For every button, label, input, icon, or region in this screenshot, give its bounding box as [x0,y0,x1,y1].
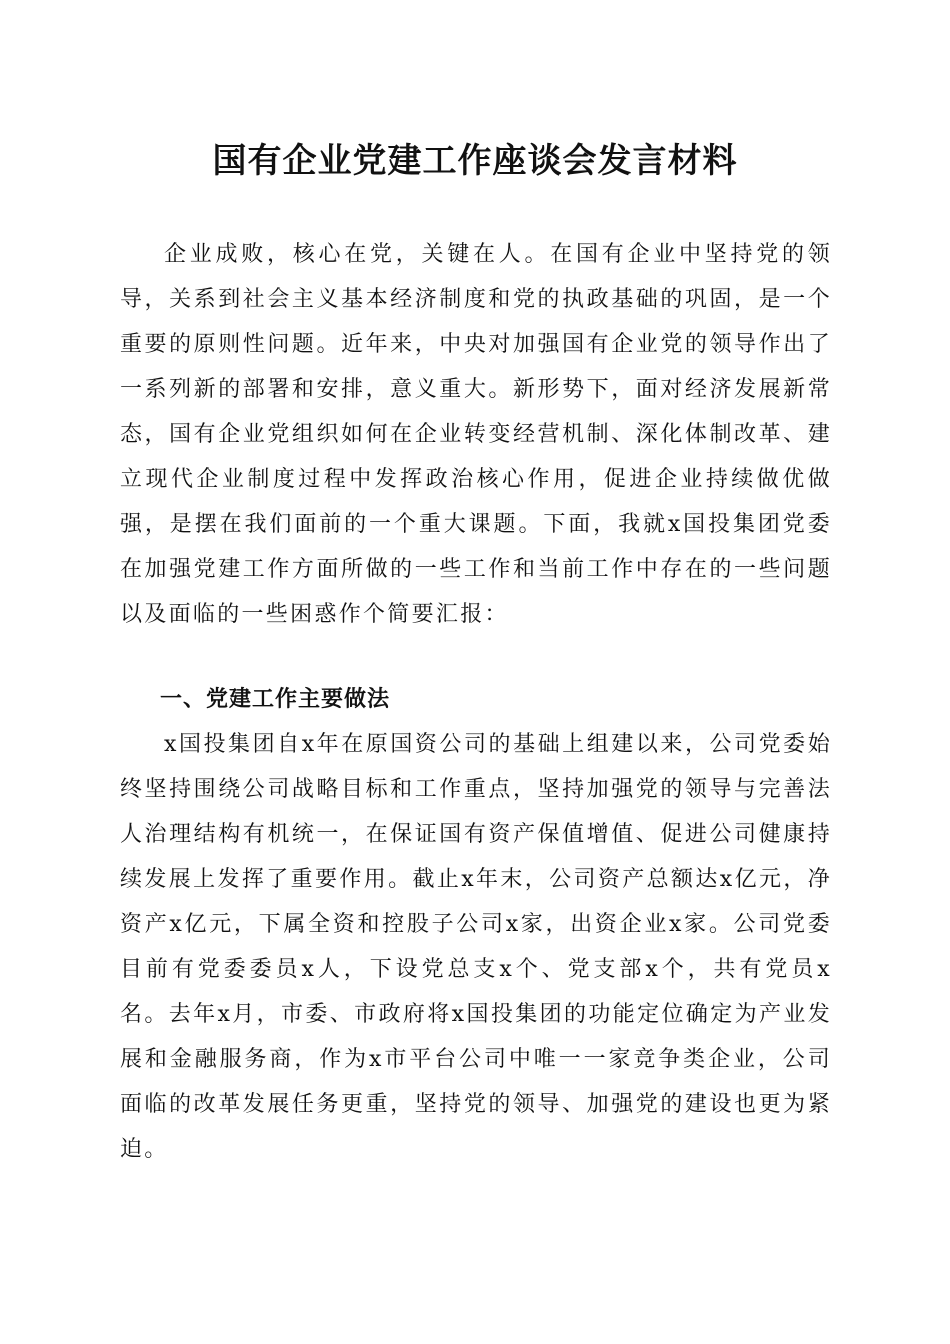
document-title: 国有企业党建工作座谈会发言材料 [212,141,738,181]
section-heading: 一、党建工作主要做法 [160,687,391,712]
section-paragraph: x国投集团自x年在原国资公司的基础上组建以来，公司党委始终坚持围绕公司战略目标和工作重点，坚持加强党的领导与完善法人治理结构有机统一，在保证国有资产保值增值、促进公司健康持续发展上发挥了重要作用。截止x年末，公司资产总额达x亿元，净资产x亿元，下属全资和控股子公司x家，出资企业x家。公司党委目前有党委委员x人，下设党总支x个、党支部x个，共有党员x名。去年x月，市委、市政府将x国投集团的功能定位确定为产业发展和金融服务商，作为x市平台公司中唯一一家竞争类企业，公司面临的改革发展任务更重，坚持党的领导、加强党的建设也更为紧迫。 [120,732,832,1162]
intro-paragraph: 企业成败，核心在党，关键在人。在国有企业中坚持党的领导，关系到社会主义基本经济制度和党的执政基础的巩固，是一个重要的原则性问题。近年来，中央对加强国有企业党的领导作出了一系列新的部署和安排，意义重大。新形势下，面对经济发展新常态，国有企业党组织如何在企业转变经营机制、深化体制改革、建立现代企业制度过程中发挥政治核心作用，促进企业持续做优做强，是摆在我们面前的一个重大课题。下面，我就x国投集团党委在加强党建工作方面所做的一些工作和当前工作中存在的一些问题以及面临的一些困惑作个简要汇报： [120,242,832,627]
